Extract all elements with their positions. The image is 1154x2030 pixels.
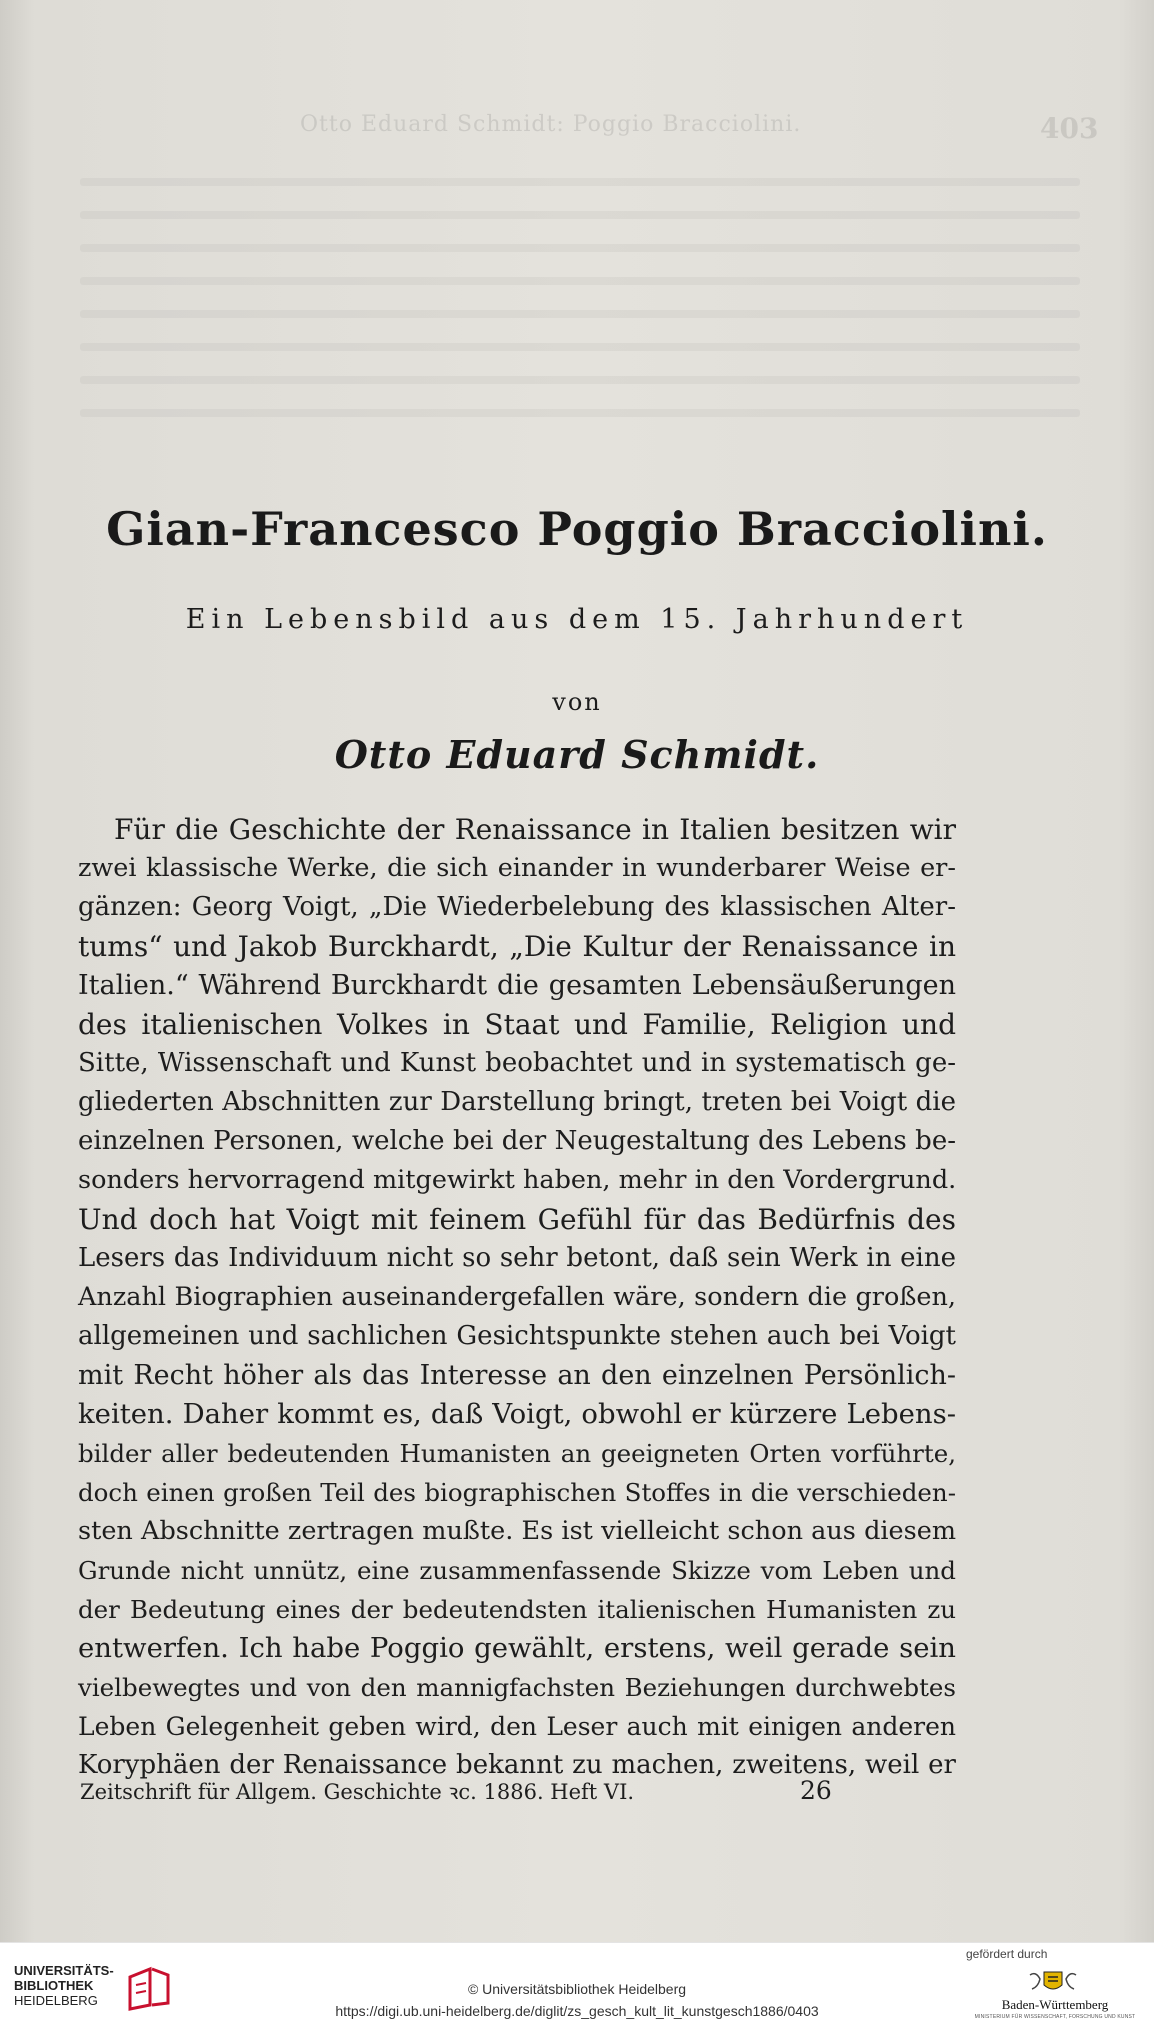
body-line: gliederten Abschnitten zur Darstellung bringt, treten bei Voigt die [78, 1087, 956, 1117]
body-line: sten Abschnitte zertragen mußte. Es ist vielleicht schon aus diesem [78, 1516, 956, 1546]
body-line: allgemeinen und sachlichen Gesichtspunkte stehen auch bei Voigt [78, 1321, 956, 1351]
body-line: Italien.“ Während Burckhardt die gesamten Lebensäußerungen [78, 970, 956, 1001]
article-title: Gian-Francesco Poggio Bracciolini. [106, 502, 1048, 556]
article-subtitle: Ein Lebensbild aus dem 15. Jahrhundert [185, 604, 969, 635]
permalink[interactable]: https://digi.ub.uni-heidelberg.de/diglit/zs_gesch_kult_lit_kunstgesch1886/0403 [335, 2003, 819, 2019]
copyright-notice: © Universitätsbibliothek Heidelberg [467, 1981, 687, 1997]
body-line: Lesers das Individuum nicht so sehr betont, daß sein Werk in eine [78, 1243, 956, 1273]
funder-block[interactable] [960, 1945, 1150, 2029]
body-line: Grunde nicht unnütz, eine zusammenfassende Skizze vom Leben und [78, 1556, 956, 1585]
body-line: vielbewegtes und von den mannigfachsten Beziehungen durchwebtes [78, 1673, 956, 1702]
body-line: bilder aller bedeutenden Humanisten an geeigneten Orten vorführte, [78, 1439, 956, 1468]
signature-mark: 26 [800, 1776, 832, 1805]
body-line: doch einen großen Teil des biographischen Stoffes in die verschieden- [78, 1478, 956, 1507]
byline-von: von [552, 688, 602, 716]
body-line: Koryphäen der Renaissance bekannt zu machen, zweitens, weil er [78, 1750, 956, 1780]
body-line: Leben Gelegenheit geben wird, den Leser auch mit einigen anderen [78, 1712, 956, 1741]
bleed-through-text [80, 178, 1080, 442]
body-line: Anzahl Biographien auseinandergefallen wäre, sondern die großen, [78, 1282, 956, 1312]
journal-footer: Zeitschrift für Allgem. Geschichte ꝛc. 1886. Heft VI. [80, 1780, 635, 1804]
funder-name: Baden-Württemberg [1001, 1997, 1109, 2012]
author-name: Otto Eduard Schmidt. [334, 732, 820, 777]
body-line: entwerfen. Ich habe Poggio gewählt, erstens, weil gerade sein [78, 1632, 956, 1664]
funded-by-label: gefördert durch [966, 1947, 1048, 1961]
body-line: sonders hervorragend mitgewirkt haben, mehr in den Vordergrund. [78, 1165, 957, 1195]
library-name: UNIVERSITÄTS- BIBLIOTHEK HEIDELBERG [14, 1963, 114, 2008]
body-line: Sitte, Wissenschaft und Kunst beobachtet und in systematisch ge- [78, 1048, 956, 1078]
body-line: tums“ und Jakob Burckhardt, „Die Kultur der Renaissance in [78, 930, 956, 963]
body-line: Und doch hat Voigt mit feinem Gefühl für das Bedürfnis des [78, 1203, 956, 1236]
body-line: mit Recht höher als das Interesse an den einzelnen Persönlich- [78, 1360, 956, 1391]
body-line: keiten. Daher kommt es, daß Voigt, obwohl er kürzere Lebens- [78, 1398, 956, 1430]
bleed-through-running-title: Otto Eduard Schmidt: Poggio Bracciolini. [300, 112, 802, 137]
viewer-footer-bar [0, 1942, 1154, 2030]
body-line: Für die Geschichte der Renaissance in Italien besitzen wir [114, 813, 956, 846]
body-line: des italienischen Volkes in Staat und Familie, Religion und [78, 1008, 956, 1041]
body-line: gänzen: Georg Voigt, „Die Wiederbelebung des klassischen Alter- [78, 892, 956, 922]
coat-of-arms-icon [1026, 1969, 1080, 1995]
funder-ministry: MINISTERIUM FÜR WISSENSCHAFT, FORSCHUNG UND KUNST [974, 2014, 1136, 2020]
bleed-through-page-number: 403 [1040, 112, 1099, 145]
body-line: zwei klassische Werke, die sich einander in wunderbarer Weise er- [78, 853, 956, 883]
body-line: der Bedeutung eines der bedeutendsten italienischen Humanisten zu [78, 1595, 956, 1624]
body-line: einzelnen Personen, welche bei der Neugestaltung des Lebens be- [78, 1126, 956, 1156]
body-text [78, 810, 956, 1785]
